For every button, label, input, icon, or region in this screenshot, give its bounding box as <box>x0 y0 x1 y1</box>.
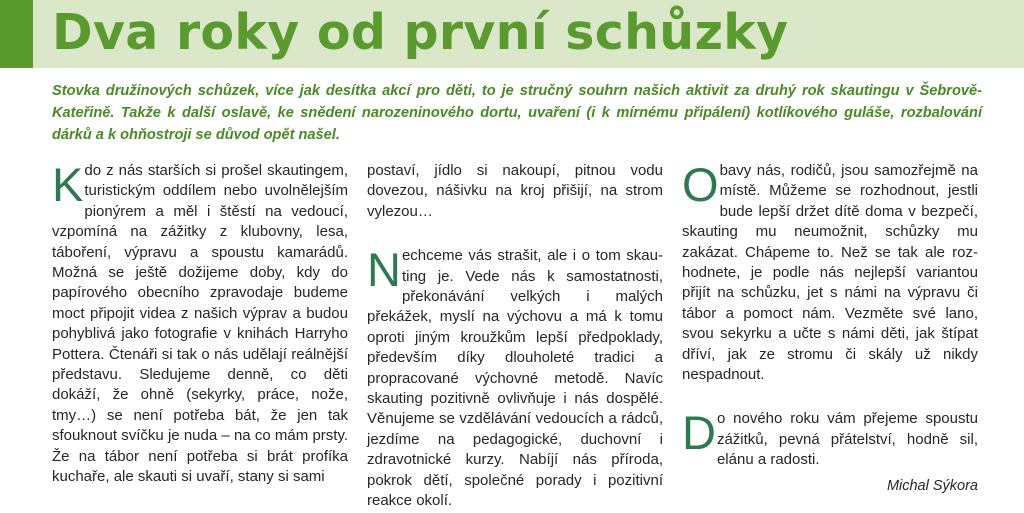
drop-cap: N <box>367 243 401 297</box>
article-lead: Stovka družinových schůzek, více jak desítka akcí pro děti, to je stručný souhrn našich aktivit za druhý rok skautingu v Šebrově-Kateřině. Takže k další oslavě, ke snědení narozeninového dortu, uvaření (i k mírnému připálení) kotlíkového guláše, rozbalování dárků a k ohňostroji se důvod opět našel. <box>52 83 982 143</box>
title-band <box>0 0 1024 68</box>
paragraph-4-text: o nového roku vám přejeme spoustu zážitků, pevná přátelství, hodně sil, elánu a radosti. <box>716 410 978 469</box>
paragraph-4 <box>682 406 978 470</box>
accent-block <box>0 0 33 68</box>
column-1 <box>52 158 348 488</box>
paragraph-3 <box>682 158 978 385</box>
paragraph-2-text: echceme vás strašit, ale i o tom skauting je. Vede nás k samostatnosti, překonávání velkých i malých překážek, myslí na výchovu a má k tomu oproti jiným kroužkům lepší předpoklady, především díky dlouholeté tradici a propracované výchovné metodě. Navíc skauting pozitivně ovlivňuje i nás dospělé. Věnujeme se vzdělávání vedoucích a rádců, jezdíme na pedagogické, duchovní i zdravotnické kurzy. Nabíjí nás příroda, pokrok dětí, společné porady i pozitivní reakce okolí. <box>367 247 663 510</box>
paragraph-1 <box>52 158 348 488</box>
paragraph-1-continued: postaví, jídlo si nakoupí, pitnou vodu dovezou, nášivku na kroj přišijí, na strom vylezou… <box>367 162 663 220</box>
article-title: Dva roky od první schůzky <box>52 4 789 61</box>
author-signature: Michal Sýkora <box>886 478 978 494</box>
paragraph-2 <box>367 243 663 511</box>
drop-cap: K <box>52 158 84 211</box>
column-2 <box>367 161 663 512</box>
drop-cap: O <box>682 158 719 211</box>
paragraph-1-text: do z nás starších si prošel skautingem, turistickým oddílem nebo uvolnělejším pionýrem a měl i štěstí na vedoucí, vzpomíná na zážitky z klubovny, lesa, táboření, výpravu a spoustu kamarádů. Možná se ještě dožijeme doby, kdy do papírového obecního zpravodaje budeme moct připojit videa z našich výprav a budou pohyblivá jako fotografie v knihách Harryho Pottera. Čtenáři si tak o nás udělají reálnější představu. Sledujeme denně, co děti dokáží, že ohně (sekyrky, práce, nože, tmy…) se není potřeba bát, že jen tak sfouknout svíčku je nuda – na co mám prsty. Že na tábor není potřeba si brát profíka kuchaře, ale skauti si uvaří, stany si sami <box>52 162 348 486</box>
drop-cap: D <box>682 406 716 460</box>
column-3 <box>682 158 978 471</box>
paragraph-3-text: bavy nás, rodičů, jsou samozřejmě na místě. Můžeme se rozhodnout, jestli bude lepší držet dítě doma v bezpečí, skauting mu neumožnit, schůzky mu zakázat. Chápeme to. Než se tak ale rozhodnete, je podle nás nejlepší variantou přijít na schůzku, jet s námi na výpravu či tábor a pomoct nám. Vezměte své lano, svou sekyrku a učte s námi děti, jak štípat dříví, jak ze stromu či skály už nikdy nespadnout. <box>682 162 978 384</box>
